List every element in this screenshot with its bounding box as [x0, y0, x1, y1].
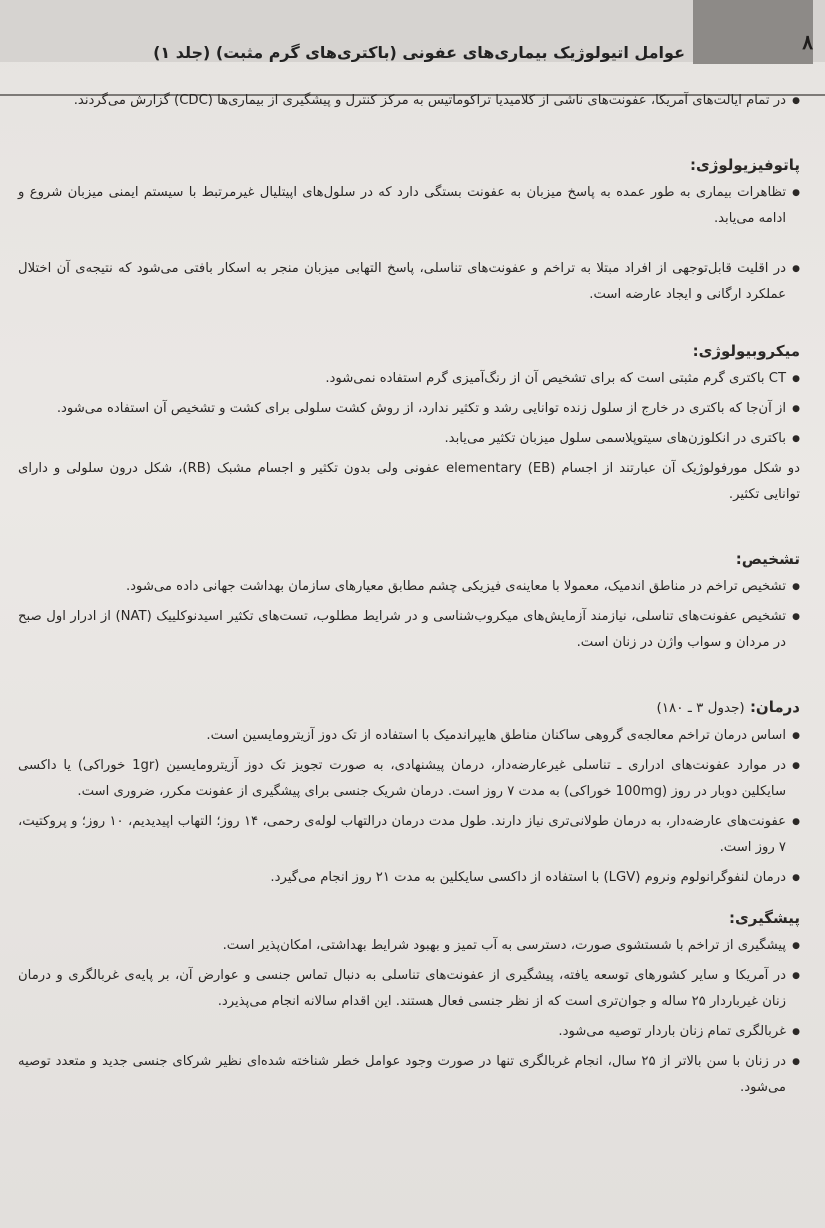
prevention-heading: پیشگیری:	[729, 909, 800, 927]
prevention-bullet-3: ● غربالگری تمام زنان باردار توصیه می‌شود.	[18, 1019, 800, 1045]
treatment-bullet-4: ● درمان لنفوگرانولوم ونروم (LGV) با استفاده از داکسی سایکلین به مدت ۲۱ روز انجام می‌گیرد.	[18, 865, 800, 891]
pathophysiology-bullet-2: ● در اقلیت قابل‌توجهی از افراد مبتلا به تراخم و عفونت‌های تناسلی، پاسخ التهابی میزبان منجر به اسکار بافتی می‌شود که نتیجه‌ی آن اختلال عملکرد ارگانی و ایجاد عارضه است.	[18, 256, 800, 308]
microbiology-bullet-1: ● CT باکتری گرم مثبتی است که برای تشخیص آن از رنگ‌آمیزی گرم استفاده نمی‌شود.	[18, 366, 800, 392]
diagnosis-heading: تشخیص:	[735, 550, 800, 568]
treatment-bullet-1: ● اساس درمان تراخم معالجه‌ی گروهی ساکنان مناطق هایپراندمیک با استفاده از تک دوز آزیترومایسین است.	[18, 723, 800, 749]
microbiology-paragraph: دو شکل مورفولوژیک آن عبارتند از اجسام elementary (EB) عفونی ولی بدون تکثیر و اجسام مشبک (RB)، شکل درون سلولی و دارای توانایی تکثیر.	[18, 461, 800, 502]
diagnosis-bullet-2: ● تشخیص عفونت‌های تناسلی، نیازمند آزمایش‌های میکروب‌شناسی و در شرایط مطلوب، تست‌های تکثیر اسیدنوکلییک (NAT) از ادرار اول صبح در مردان و سواب واژن در زنان است.	[18, 604, 800, 656]
microbiology-bullet-3: ● باکتری در انکلوزن‌های سیتوپلاسمی سلول میزبان تکثیر می‌یابد.	[18, 426, 800, 452]
treatment-bullet-2: ● در موارد عفونت‌های ادراری ـ تناسلی غیرعارضه‌دار، درمان پیشنهادی، به صورت تجویز تک دوز آزیترومایسین (1gr خوراکی) یا داکسی سایکلین دوبار در روز (100mg خوراکی) به مدت ۷ روز است. درمان شریک جنسی برای پیشگیری از عفونت مکرر، ضروری است.	[18, 753, 800, 805]
intro-bullet-cdc: ● در تمام ایالت‌های آمریکا، عفونت‌های ناشی از کلامیدیا تراکوماتیس به مرکز کنترل و پیشگیری از بیماری‌ها (CDC) گزارش می‌گردند.	[18, 88, 800, 114]
diagnosis-bullet-1: ● تشخیص تراخم در مناطق اندمیک، معمولا با معاینه‌ی فیزیکی چشم مطابق معیارهای سازمان بهداشت جهانی داده می‌شود.	[18, 574, 800, 600]
prevention-bullet-4: ● در زنان با سن بالاتر از ۲۵ سال، انجام غربالگری تنها در صورت وجود عوامل خطر شناخته شده‌ای نظیر شرکای جنسی جدید و متعدد توصیه می‌شود.	[18, 1049, 800, 1101]
treatment-table-ref: (جدول ۳ ـ ۱۸۰)	[656, 700, 745, 716]
page-header	[0, 0, 825, 100]
microbiology-bullet-2: ● از آن‌جا که باکتری در خارج از سلول زنده توانایی رشد و تکثیر ندارد، از روش کشت سلولی برای کشت و تشخیص آن استفاده می‌شود.	[18, 396, 800, 422]
treatment-title: درمان:	[749, 698, 800, 716]
treatment-heading	[18, 694, 800, 721]
prevention-bullet-2: ● در آمریکا و سایر کشورهای توسعه یافته، پیشگیری از عفونت‌های تناسلی به دنبال تماس جنسی و عوارض آن، بر پایه‌ی غربالگری و درمان زنان غیرباردار ۲۵ ساله و جوان‌تری است که از نظر جنسی فعال هستند. این اقدام سالانه انجام می‌پذیرد.	[18, 963, 800, 1015]
treatment-bullet-3: ● عفونت‌های عارضه‌دار، به درمان طولانی‌تری نیاز دارند. طول مدت درمان درالتهاب لوله‌ی رحمی، ۱۴ روز؛ التهاب اپیدیدیم، ۱۰ روز؛ و پروکتیت، ۷ روز است.	[18, 809, 800, 861]
prevention-bullet-1: ● پیشگیری از تراخم با شستشوی صورت، دسترسی به آب تمیز و بهبود شرایط بهداشتی، امکان‌پذیر است.	[18, 933, 800, 959]
running-title: عوامل اتیولوژیک بیماری‌های عفونی (باکتری‌های گرم مثبت) (جلد ۱)	[153, 43, 685, 62]
microbiology-heading: میکروبیولوژی:	[692, 342, 800, 360]
pathophysiology-heading: پاتوفیزیولوژی:	[689, 156, 800, 174]
page-number: ۸	[693, 0, 813, 64]
page-body	[18, 88, 800, 1105]
pathophysiology-bullet-1: ● تظاهرات بیماری به طور عمده به پاسخ میزبان به عفونت بستگی دارد که در سلول‌های اپیتلیال غیرمرتبط با سیستم ایمنی میزبان شروع و ادامه می‌یابد.	[18, 180, 800, 232]
